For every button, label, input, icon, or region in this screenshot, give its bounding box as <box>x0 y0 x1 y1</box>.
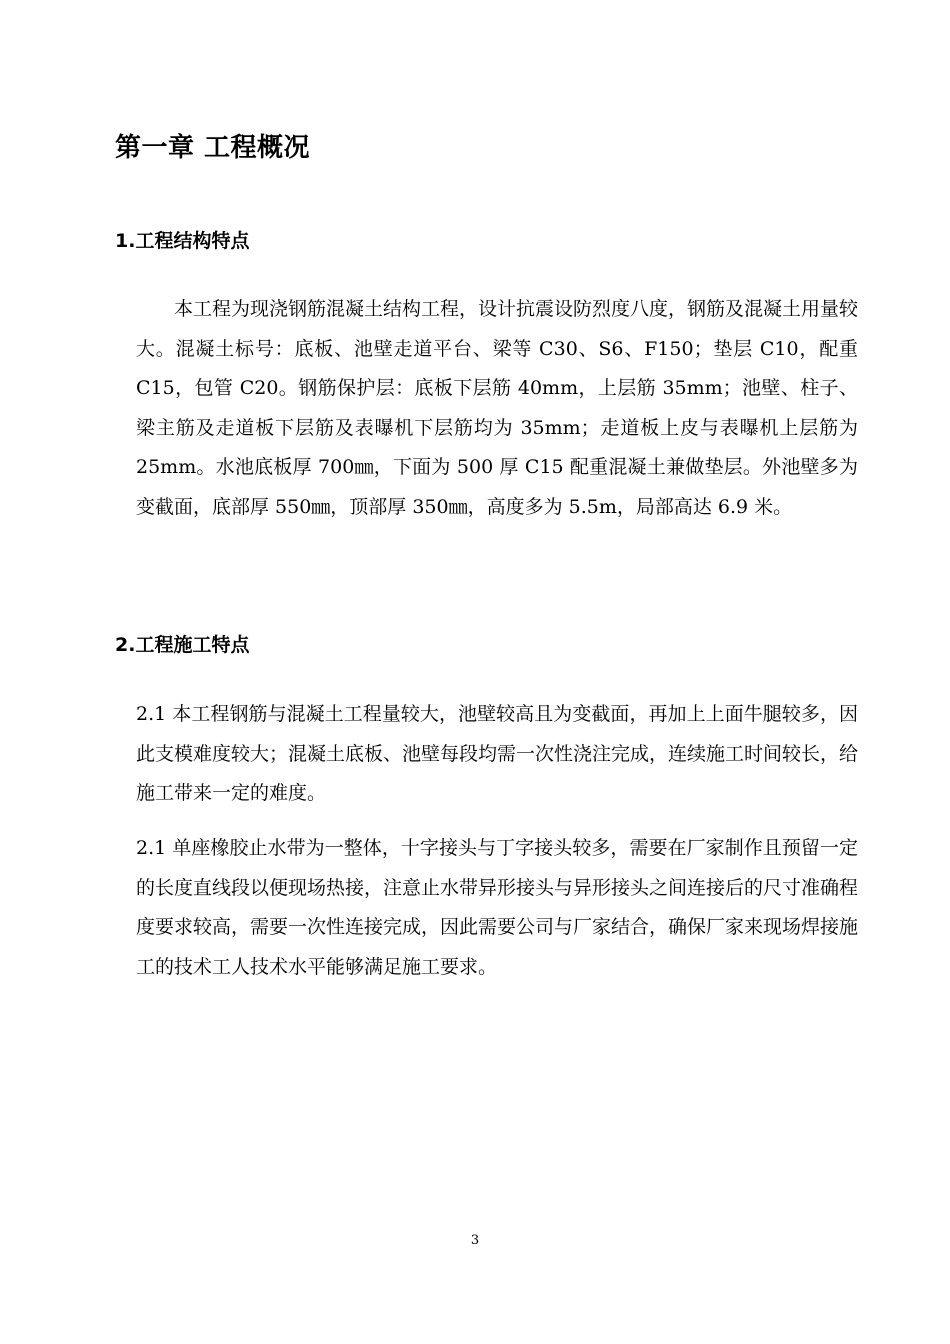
section-title-construction: 2.工程施工特点 <box>115 634 250 656</box>
section-paragraph-structure: 本工程为现浇钢筋混凝土结构工程，设计抗震设防烈度八度，钢筋及混凝土用量较大。混凝土标号：底板、池壁走道平台、梁等 C30、S6、F150；垫层 C10，配重 C15，包管 C20。钢筋保护层：底板下层筋 40mm，上层筋 35mm；池壁、柱子、梁主筋及走道板下层筋及表曝机下层筋均为 35mm；走道板上皮与表曝机上层筋为 25mm。水池底板厚 700㎜，下面为 500 厚 C15 配重混凝土兼做垫层。外池壁多为变截面，底部厚 550㎜，顶部厚 350㎜，高度多为 5.5m，局部高达 6.9 米。 <box>136 298 859 518</box>
section-paragraph-construction-1: 2.1 本工程钢筋与混凝土工程量较大，池壁较高且为变截面，再加上上面牛腿较多，因此支模难度较大；混凝土底板、池壁每段均需一次性浇注完成，连续施工时间较长，给施工带来一定的难度。 <box>136 703 859 804</box>
section-paragraph-construction-2: 2.1 单座橡胶止水带为一整体，十字接头与丁字接头较多，需要在厂家制作且预留一定的长度直线段以便现场热接，注意止水带异形接头与异形接头之间连接后的尺寸准确程度要求较高，需要一次性连接完成，因此需要公司与厂家结合，确保厂家来现场焊接施工的技术工人技术水平能够满足施工要求。 <box>136 837 859 978</box>
chapter-title: 第一章 工程概况 <box>115 133 311 163</box>
section-title-structure: 1.工程结构特点 <box>115 230 250 252</box>
page-number: 3 <box>470 1233 480 1248</box>
